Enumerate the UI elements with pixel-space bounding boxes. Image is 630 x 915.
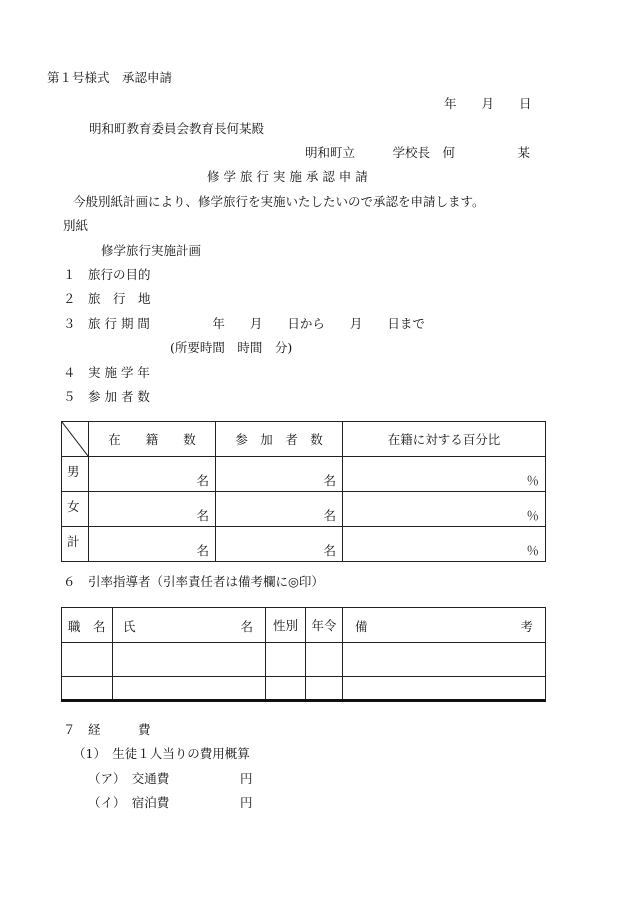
document-title: 修 学 旅 行 実 施 承 認 申 請 (207, 169, 368, 184)
unit-percent: ％ (526, 508, 539, 523)
attachment-label: 別紙 (63, 218, 89, 233)
unit-mei: 名 (196, 543, 209, 558)
unit-mei: 名 (323, 473, 336, 488)
header-enrolled: 在 籍 数 (89, 422, 216, 457)
item-chaperones: ６ 引率指導者（引率責任者は備考欄に◎印） (63, 574, 324, 589)
table-row (62, 527, 546, 562)
header-remarks-first: 備 (355, 619, 368, 634)
item-expenses: ７ 経 費 (63, 722, 151, 737)
plan-title: 修学旅行実施計画 (101, 243, 202, 258)
unit-mei: 名 (196, 508, 209, 523)
row-label-female: 女 (67, 499, 80, 514)
cost-lodging-unit: 円 (240, 795, 253, 810)
item-purpose: １ 旅行の目的 (63, 267, 151, 282)
header-name-second: 名 (240, 619, 253, 634)
unit-mei: 名 (323, 508, 336, 523)
item-participants: ５ 参 加 者 数 (63, 389, 150, 404)
date-line: 年 月 日 (444, 96, 532, 111)
item-period: ３ 旅 行 期 間 年 月 日から 月 日まで (63, 316, 425, 331)
cost-lodging-label: （イ） 宿泊費 (88, 795, 170, 810)
intro-text: 今般別紙計画により、修学旅行を実施いたしたいので承認を申請します。 (73, 194, 485, 209)
header-gender: 性別 (266, 608, 306, 643)
table-row (62, 643, 546, 677)
form-number: 第１号様式 承認申請 (47, 70, 173, 85)
chaperones-table (61, 607, 546, 702)
applicant: 明和町立 学校長 何 某 (305, 145, 531, 160)
unit-percent: ％ (526, 543, 539, 558)
diagonal-header-cell (62, 422, 89, 457)
unit-mei: 名 (323, 543, 336, 558)
table-row (62, 492, 546, 527)
unit-mei: 名 (196, 473, 209, 488)
header-percentage: 在籍に対する百分比 (343, 422, 546, 457)
item-destination: ２ 旅 行 地 (63, 291, 151, 306)
item-grade: ４ 実 施 学 年 (63, 365, 150, 380)
header-position: 職 名 (68, 619, 106, 634)
participants-table (61, 421, 546, 562)
row-label-male: 男 (67, 464, 80, 479)
addressee: 明和町教育委員会教育長何某殿 (89, 121, 265, 136)
cost-transport-label: （ア） 交通費 (88, 771, 170, 786)
header-name-first: 氏 (123, 619, 136, 634)
table-row (62, 677, 546, 701)
cost-transport-unit: 円 (240, 771, 253, 786)
unit-percent: ％ (526, 473, 539, 488)
item-duration: (所要時間 時間 分) (170, 340, 293, 355)
header-participants: 参 加 者 数 (216, 422, 343, 457)
table-row (62, 457, 546, 492)
header-age: 年令 (306, 608, 343, 643)
header-remarks-second: 考 (520, 619, 533, 634)
expense-per-student: （1） 生徒１人当りの費用概算 (73, 746, 250, 761)
row-label-total: 計 (67, 534, 80, 549)
diagonal-line (62, 422, 88, 456)
